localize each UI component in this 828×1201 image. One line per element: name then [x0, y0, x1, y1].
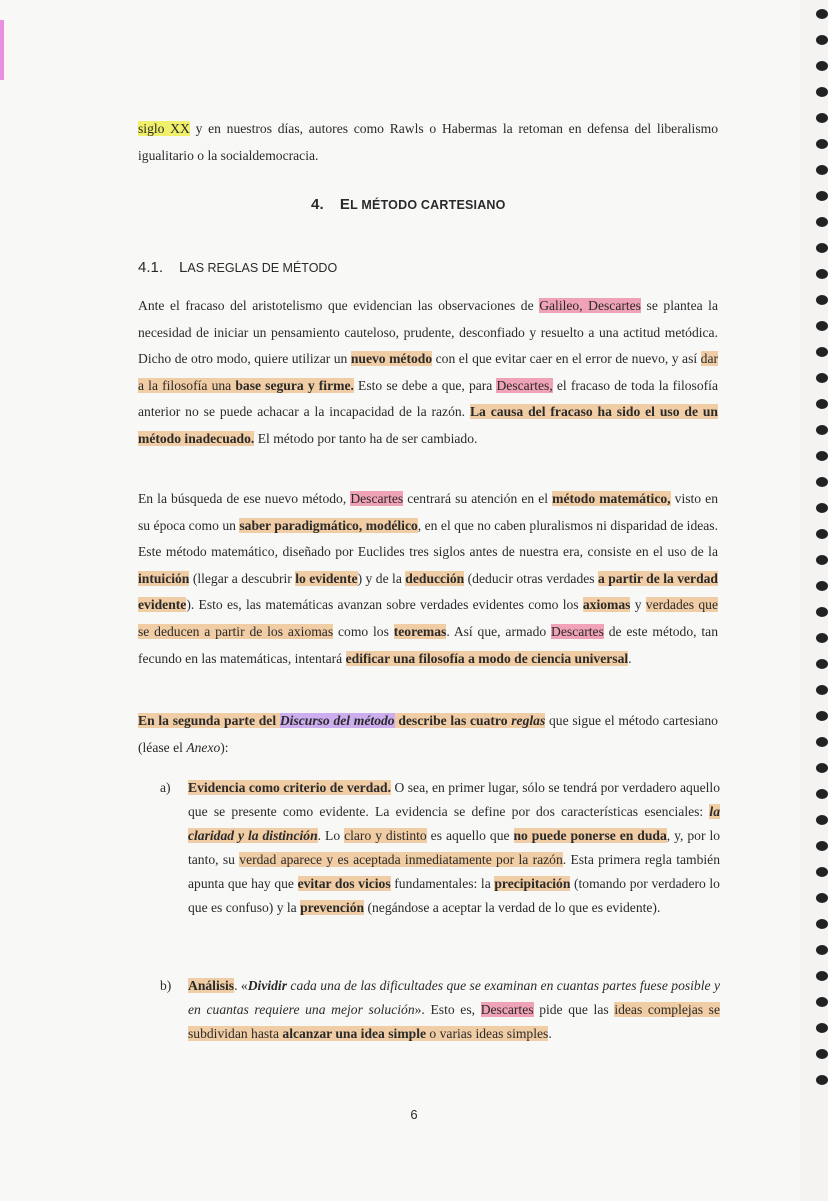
section-heading: 4. EL MÉTODO CARTESIANO	[311, 196, 506, 213]
highlight: prevención	[300, 900, 365, 915]
intro-paragraph: siglo XX y en nuestros días, autores como Rawls o Habermas la retoman en defensa del liberalismo igualitario o la socialdemocracia.	[138, 121, 718, 163]
highlight: saber paradigmático, modélico	[239, 517, 418, 533]
highlight: axiomas	[582, 597, 631, 613]
highlight: deducción	[405, 570, 465, 586]
highlight: Evidencia como criterio de verdad.	[188, 780, 392, 795]
spiral-binding	[806, 0, 828, 1201]
highlight: Descartes,	[496, 377, 553, 393]
highlight: verdades que se deducen a partir de los axiomas	[138, 597, 718, 639]
highlight: no puede ponerse en duda	[513, 828, 667, 843]
highlight: la claridad y la distinción	[188, 804, 720, 843]
highlight: dar a la filosofía una	[138, 351, 719, 393]
highlight: claro y distinto	[344, 828, 427, 843]
highlight: Galileo, Descartes	[539, 298, 641, 313]
paragraph-3: En la segunda parte del Discurso del método describe las cuatro reglas que sigue el método cartesiano (léase el Anexo):	[138, 713, 718, 755]
highlight: base segura y firme.	[235, 377, 354, 393]
highlight: evitar dos vicios	[297, 876, 391, 891]
paragraph-2: En la búsqueda de ese nuevo método, Descartes centrará su atención en el método matemático, visto en su época como un saber paradigmático, modélico, en el que no caben pluralismos ni disparidad de ideas. Este método matemático, diseñado por Euclides tres siglos antes de nuestra era, consiste en el uso de la intuición (llegar a descubrir lo evidente) y de la deducción (deducir otras verdades a partir de la verdad evidente). Esto es, las matemáticas avanzan sobre verdades evidentes como los axiomas y verdades que se deducen a partir de los axiomas como los teoremas. Así que, armado Descartes de este método, tan fecundo en las matemáticas, intentará edificar una filosofía a modo de ciencia universal.	[138, 491, 718, 666]
highlight: a partir de la verdad evidente	[138, 570, 718, 613]
highlight: edificar una filosofía a modo de ciencia universal	[345, 650, 629, 666]
highlight: precipitación	[494, 876, 571, 891]
paragraph-1: Ante el fracaso del aristotelismo que evidencian las observaciones de Galileo, Descartes se plantea la necesidad de iniciar un pensamiento cauteloso, prudente, desconfiado y resuelto a una actitud metódica. Dicho de otro modo, quiere utilizar un nuevo método con el que evitar caer en el error de nuevo, y así dar a la filosofía una base segura y firme. Esto se debe a que, para Descartes, el fracaso de toda la filosofía anterior no se puede achacar a la incapacidad de la razón. La causa del fracaso ha sido el uso de un método inadecuado. El método por tanto ha de ser cambiado.	[138, 298, 719, 446]
highlight: La causa del fracaso ha sido el uso de un método inadecuado.	[138, 404, 718, 446]
highlight: alcanzar una idea simple	[282, 1026, 427, 1041]
marker-edge	[0, 20, 4, 80]
highlight: Descartes	[551, 623, 604, 639]
highlight: reglas	[511, 713, 546, 728]
highlight: verdad aparece y es aceptada inmediatamente por la razón	[239, 852, 563, 867]
highlight: Análisis	[188, 978, 235, 993]
highlight: Descartes	[350, 491, 404, 506]
highlight: lo evidente	[295, 570, 358, 586]
highlight: intuición	[138, 570, 190, 586]
highlight: o varias ideas simples	[426, 1026, 549, 1041]
highlight: describe las cuatro	[394, 713, 512, 728]
highlight: teoremas	[393, 623, 447, 639]
highlight: ideas complejas se subdividan hasta	[188, 1002, 720, 1041]
subsection-heading: 4.1. LAS REGLAS DE MÉTODO	[138, 259, 338, 276]
highlight: Descartes	[480, 1002, 534, 1017]
list-item-a: a) Evidencia como criterio de verdad. O sea, en primer lugar, sólo se tendrá por verdadero aquello que se presente como evidente. La evidencia se define por dos características esenciales: la claridad y la distinción. Lo claro y distinto es aquello que no puede ponerse en duda, y, por lo tanto, su verdad aparece y es aceptada inmediatamente por la razón. Esta primera regla también apunta que hay que evitar dos vicios fundamentales: la precipitación (tomando por verdadero lo que es confuso) y la prevención (negándose a aceptar la verdad de lo que es evidente).	[160, 780, 721, 915]
highlight: nuevo método	[350, 351, 433, 367]
list-item-b: b) Análisis. «Dividir cada una de las dificultades que se examinan en cuantas partes fuese posible y en cuantas requiere una mejor solución». Esto es, Descartes pide que las ideas complejas se subdividan hasta alcanzar una idea simple o varias ideas simples.	[160, 978, 721, 1041]
page-number: 6	[410, 1107, 418, 1122]
highlight: Discurso del método	[279, 713, 395, 728]
highlight: siglo XX	[138, 121, 190, 136]
highlight: En la segunda parte del	[138, 713, 280, 728]
highlight: método matemático,	[552, 491, 671, 506]
